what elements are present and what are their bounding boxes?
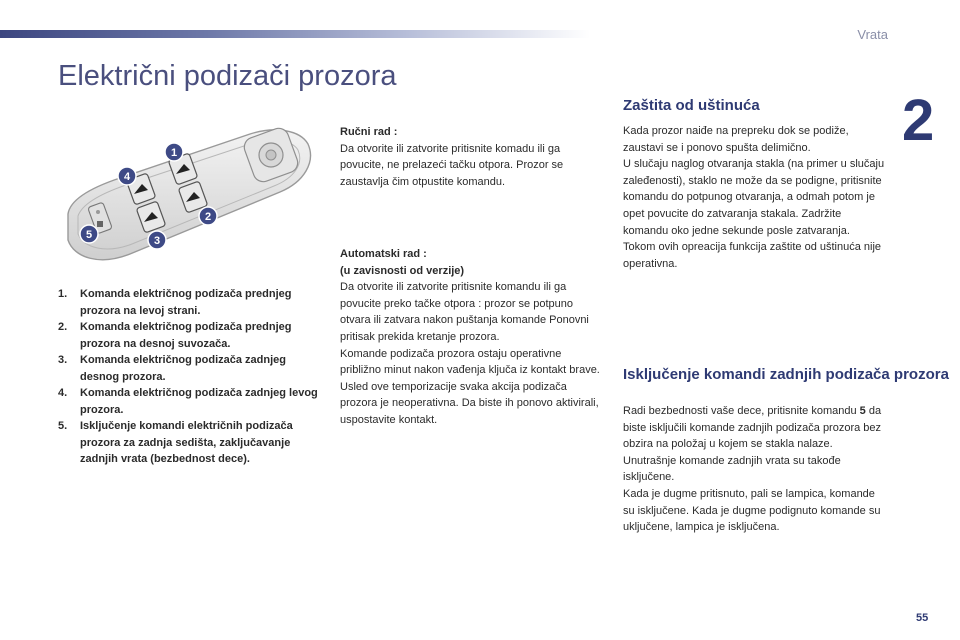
list-item: 5. Isključenje komandi električnih podizača prozora za zadnja sedišta, zaključavanje zadnjih vrata (bezbednost dece). [58,420,293,465]
rear-disable-text: Kada je dugme pritisnuto, pali se lampica, komande su isključene. Kada je dugme podignuto komande su uključene, lampica je isključena. [623,487,881,534]
manual-mode-section [340,124,605,190]
auto-mode-text: Da otvorite ili zatvorite pritisnite komandu ili ga povucite preko tačke otpora : prozor se potpuno otvara ili zatvara nakon puštanja komande Ponovni pritisak prekida kretanje prozora. [340,281,589,343]
pinch-protection-heading: Zaštita od uštinuća [623,97,760,114]
rear-disable-text: Unutrašnje komande zadnjih vrata su takođe isključene. [623,454,841,484]
auto-mode-subheading: (u zavisnosti od verzije) [340,264,465,277]
callout-5 [80,225,98,243]
page-number: 55 [916,612,929,624]
chapter-number: 2 [902,88,935,153]
window-switch-panel-illustration [60,122,330,282]
section-title: Vrata [857,27,888,42]
rear-disable-section [623,403,888,536]
svg-text:1: 1 [170,147,178,159]
rear-disable-text: Radi bezbednosti vaše dece, pritisnite komandu 5 da biste isključili komande zadnjih podizača prozora bez obzira na položaj u kojem se stakla nalaze. [623,405,882,451]
auto-mode-section [340,246,605,429]
svg-text:3: 3 [153,235,161,247]
manual-mode-text: Da otvorite ili zatvorite pritisnite komadu ili ga povucite, ne prelazeći tačku otpora. Prozor se zaustavlja čim otpustite komandu. [340,142,564,188]
auto-mode-heading: Automatski rad : [340,248,427,260]
list-item: 2. Komanda električnog podizača prednjeg prozora na desnoj suvozača. [58,321,292,350]
svg-text:5: 5 [85,229,93,241]
rear-disable-heading: Isključenje komandi zadnjih podizača prozora [623,366,949,383]
pinch-protection-text: Tokom ovih opreacija funkcija zaštite od uštinuća nije operativna. [623,241,882,270]
page-title: Električni podizači prozora [58,60,397,92]
header-gradient-bar [0,30,590,38]
pinch-protection-text: Kada prozor naiđe na prepreku dok se podiže, zaustavi se i ponovo spušta delimično. [623,125,849,154]
svg-text:2: 2 [204,211,212,223]
list-item: 4. Komanda električnog podizača zadnjeg levog prozora. [58,387,318,416]
callout-3 [148,231,166,249]
callout-4 [118,167,136,185]
callout-1 [165,143,183,161]
manual-mode-heading: Ručni rad : [340,126,398,138]
auto-mode-text: Komande podizača prozora ostaju operativne približno minut nakon vađenja ključa iz kontakt brave. [340,347,600,377]
control-number-ref: 5 [859,405,866,417]
auto-mode-text: Usled ove temporizacije svaka akcija podizača prozora je neoperativna. Da biste ih ponovo aktivirali, uspostavite kontakt. [340,380,599,426]
pinch-protection-text: U slučaju naglog otvaranja stakla (na primer u slučaju zaleđenosti), staklo ne može da se podigne, pritisnite komandu do potpunog otvaranja, a odmah potom je opet povucite do zatvaranja stakala. Zadržite komandu oko jedne sekunde posle zatvaranja. [623,158,885,237]
callout-2 [199,207,217,225]
list-item: 3. Komanda električnog podizača zadnjeg desnog prozora. [58,354,286,383]
list-item: 1. Komanda električnog podizača prednjeg prozora na levoj strani. [58,288,292,317]
svg-text:4: 4 [123,171,131,183]
control-legend-list [58,286,323,468]
pinch-protection-section [623,123,888,272]
